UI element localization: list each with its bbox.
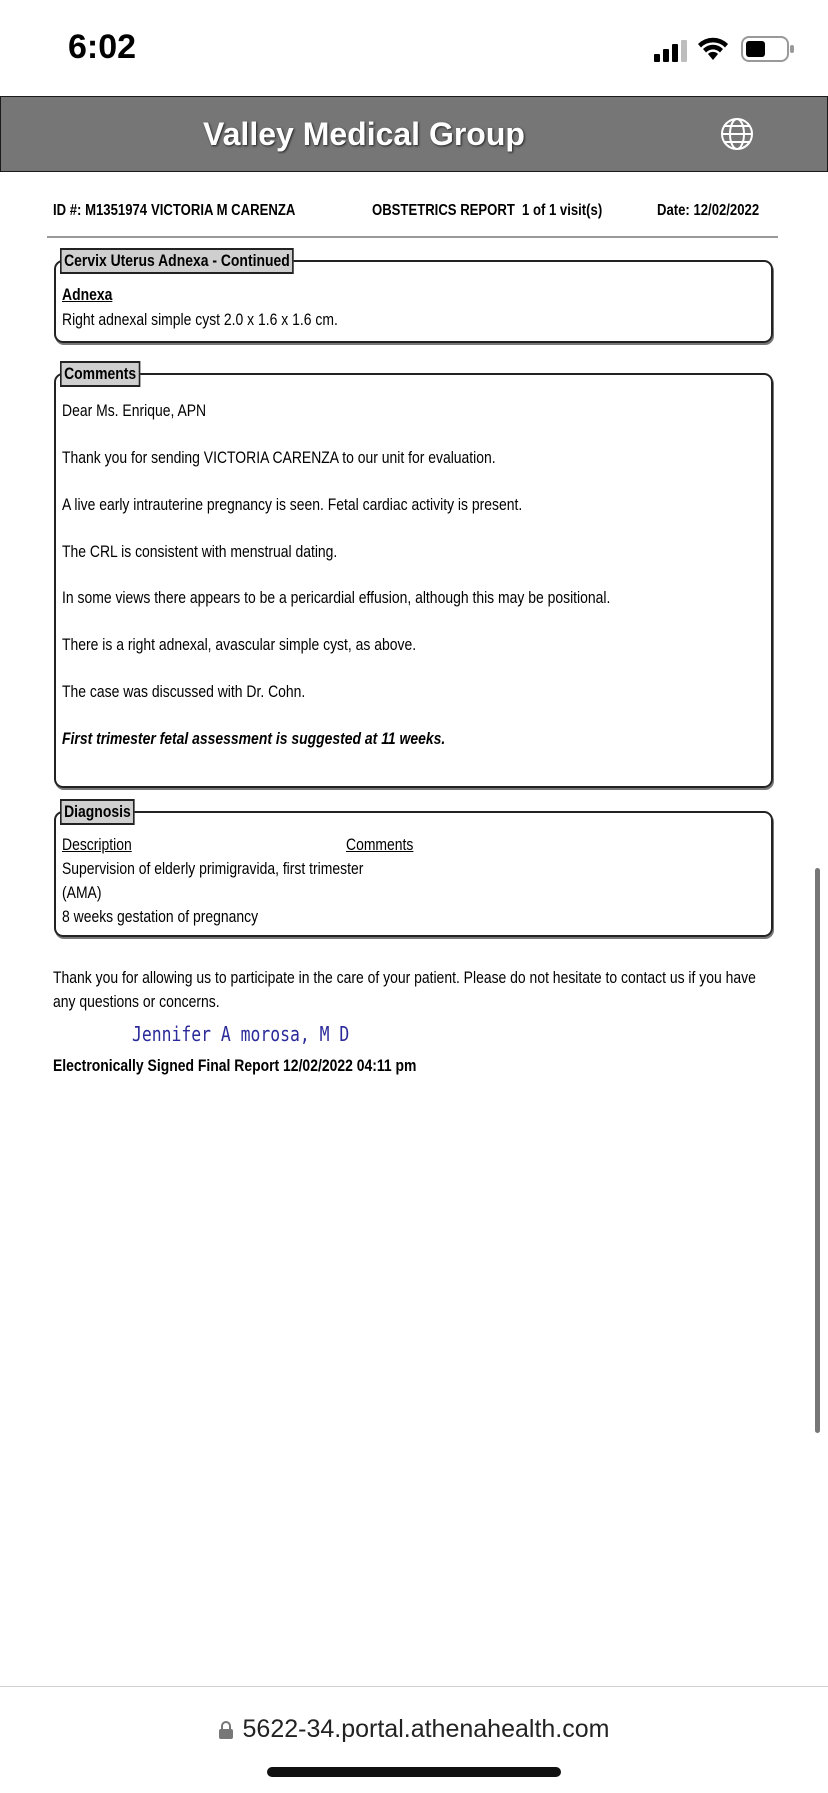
wifi-icon	[697, 36, 729, 62]
url-display[interactable]	[0, 1715, 828, 1744]
section-legend: Diagnosis	[60, 799, 135, 825]
scrollbar[interactable]	[815, 868, 820, 1433]
diagnosis-row: (AMA)	[62, 883, 102, 902]
status-time: 6:02	[68, 28, 137, 66]
lock-icon	[219, 1721, 233, 1739]
adnexa-finding: Right adnexal simple cyst 2.0 x 1.6 x 1.6 cm.	[62, 310, 338, 329]
battery-icon	[741, 36, 795, 62]
section-legend: Comments	[60, 361, 140, 387]
header-divider	[47, 236, 778, 238]
cervix-uterus-adnexa-section	[54, 251, 773, 343]
section-legend: Cervix Uterus Adnexa - Continued	[60, 248, 294, 274]
recommendation-line: First trimester fetal assessment is suggested at 11 weeks.	[62, 729, 446, 748]
comment-line: The case was discussed with Dr. Cohn.	[62, 682, 306, 701]
comment-line: The CRL is consistent with menstrual dating.	[62, 542, 338, 561]
patient-id: ID #: M1351974	[53, 202, 148, 219]
comment-line: A live early intrauterine pregnancy is seen. Fetal cardiac activity is present.	[62, 495, 523, 514]
report-date: Date: 12/02/2022	[657, 202, 760, 219]
browser-address-bar[interactable]	[0, 1686, 828, 1793]
diagnosis-row: Supervision of elderly primigravida, first trimester	[62, 859, 364, 878]
comment-line: There is a right adnexal, avascular simple cyst, as above.	[62, 635, 417, 654]
diagnosis-section	[54, 802, 773, 937]
home-indicator[interactable]	[267, 1767, 561, 1777]
cellular-signal-icon	[654, 40, 688, 62]
status-bar	[0, 0, 828, 96]
url-text: 5622-34.portal.athenahealth.com	[242, 1715, 610, 1743]
report-type: OBSTETRICS REPORT	[372, 202, 515, 219]
closing-statement: Thank you for allowing us to participate in the care of your patient. Please do not hesitate to contact us if you have any questions or concerns.	[53, 968, 756, 1011]
comment-line: In some views there appears to be a pericardial effusion, although this may be positional.	[62, 588, 611, 607]
patient-name: VICTORIA M CARENZA	[151, 202, 296, 219]
adnexa-subheading: Adnexa	[62, 285, 113, 304]
visit-count: 1 of 1 visit(s)	[522, 202, 603, 219]
comment-line: Dear Ms. Enrique, APN	[62, 401, 207, 420]
comments-column-header: Comments	[346, 835, 414, 854]
diagnosis-row: 8 weeks gestation of pregnancy	[62, 907, 259, 926]
description-column-header: Description	[62, 835, 132, 854]
app-header	[0, 96, 828, 172]
comment-line: Thank you for sending VICTORIA CARENZA to our unit for evaluation.	[62, 448, 496, 467]
globe-icon[interactable]	[719, 116, 755, 152]
signer-name: Jennifer A morosa, M D	[132, 1022, 350, 1046]
electronic-signature: Electronically Signed Final Report 12/02/2022 04:11 pm	[53, 1056, 417, 1075]
app-title: Valley Medical Group	[203, 116, 525, 152]
comments-section	[54, 364, 773, 788]
